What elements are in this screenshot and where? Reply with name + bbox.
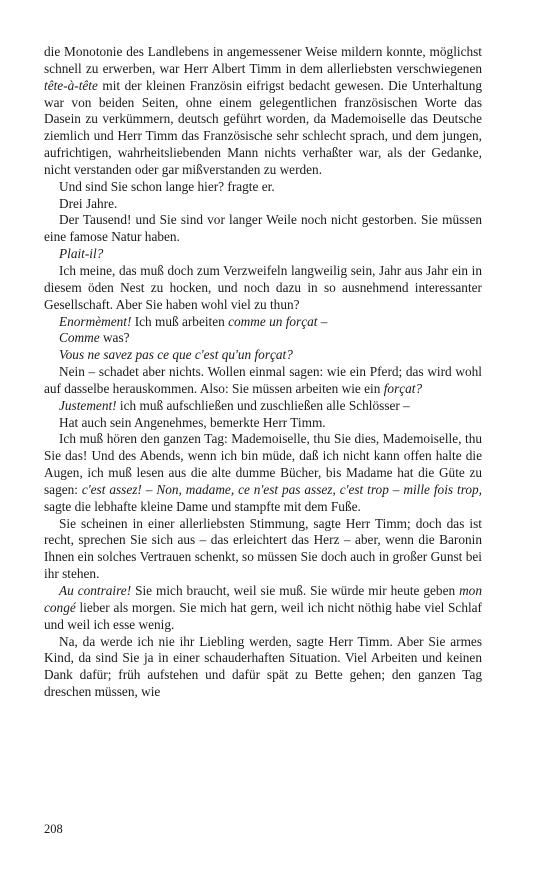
text-run: Sie scheinen in einer allerliebsten Stimmung, sagte Herr Timm; doch das ist recht, sprechen Sie sich aus – das erleichtert das Herz – aber, wenn die Baronin Ihnen ein solches Vertrauen schenkt, so müssen Sie doch auch in großer Gunst bei ihr stehen. <box>44 515 482 582</box>
text-run: Na, da werde ich nie ihr Liebling werden, sagte Herr Timm. Aber Sie armes Kind, da sind Sie ja in einer schauderhaften Situation. Viel Arbeiten und keinen Dank dafür; früh aufstehen und dafür spät zu Bette gehen; den ganzen Tag dreschen müssen, wie <box>44 633 482 700</box>
italic-text: Justement! <box>59 397 117 413</box>
paragraph <box>44 364 482 398</box>
paragraph <box>44 347 482 364</box>
italic-text: c'est assez! – Non, madame, ce n'est pas assez, c'est trop – mille fois trop, <box>81 481 482 497</box>
paragraph <box>44 431 482 515</box>
paragraph <box>44 516 482 583</box>
paragraph <box>44 330 482 347</box>
page-body <box>44 44 482 701</box>
page-number: 208 <box>44 822 63 836</box>
text-run: was? <box>99 330 130 346</box>
paragraph <box>44 246 482 263</box>
text-run: Ich meine, das muß doch zum Verzweifeln langweilig sein, Jahr aus Jahr ein in diesem öden Nest zu hocken, und noch dazu in so ausnehmend interessanter Gesellschaft. Aber Sie haben wohl viel zu thun? <box>44 262 482 312</box>
paragraph <box>44 196 482 213</box>
text-run: Der Tausend! und Sie sind vor langer Weile noch nicht gestorben. Sie müssen eine famose Natur haben. <box>44 212 482 245</box>
text-run: Ich muß arbeiten <box>131 313 229 329</box>
paragraph <box>44 44 482 179</box>
text-run: sagte die lebhafte kleine Dame und stampfte mit dem Fuße. <box>44 498 361 514</box>
paragraph <box>44 398 482 415</box>
italic-text: Comme <box>59 330 100 346</box>
text-run: Drei Jahre. <box>59 195 118 211</box>
paragraph <box>44 179 482 196</box>
paragraph <box>44 263 482 314</box>
paragraph <box>44 634 482 701</box>
italic-text: Plait-il? <box>59 246 104 262</box>
italic-text: tête-à-tête <box>44 77 98 93</box>
paragraph <box>44 415 482 432</box>
text-run: Und sind Sie schon lange hier? fragte er. <box>59 178 275 194</box>
text-run: Ich muß hören den ganzen Tag: Mademoiselle, thu Sie dies, Mademoiselle, thu Sie das! Und des Abends, wenn ich bin müde, daß ich nicht kann offen halte die Augen, ich muß lesen aus die alte dumme Bücher, bis Madame hat die Güte zu sagen: <box>44 431 482 497</box>
italic-text: Au contraire! <box>59 583 132 598</box>
text-run: – <box>317 313 328 329</box>
text-run: Hat auch sein Angenehmes, bemerkte Herr Timm. <box>59 414 326 430</box>
paragraph <box>44 583 482 634</box>
text-run: lieber als morgen. Sie mich hat gern, weil ich nicht nöthig habe viel Schlaf und weil ich esse wenig. <box>44 599 482 632</box>
text-run: Sie mich braucht, weil sie muß. Sie würde mir heute geben <box>131 583 460 598</box>
text-run: mit der kleinen Französin eifrigst bedacht gewesen. Die Unterhaltung war von beiden Seiten, ohne einem gelegentlichen französischen Worte das Dasein zu verkümmern, deutsch geführt worden, da Mademoiselle das Deutsche ziemlich und Herr Timm das Französische sehr schlecht sprach, und dem jungen, aufrichtigen, wahrheitsliebenden Mann nichts verhaßter war, als der Gedanke, nicht verstanden oder gar mißverstanden zu werden. <box>44 77 482 177</box>
italic-text: mon congé <box>44 583 482 615</box>
paragraph <box>44 314 482 331</box>
italic-text: Vous ne savez pas ce que c'est qu'un forçat? <box>59 347 293 363</box>
paragraph <box>44 212 482 246</box>
italic-text: Enormèment! <box>59 313 132 329</box>
italic-text: forçat? <box>383 380 423 396</box>
italic-text: comme un forçat <box>228 313 318 329</box>
text-run: ich muß aufschließen und zuschließen alle Schlösser – <box>116 397 410 413</box>
text-run: Nein – schadet aber nichts. Wollen einmal sagen: wie ein Pferd; das wird wohl auf dasselbe herauskommen. Also: Sie müssen arbeiten wie ein <box>44 364 482 396</box>
text-run: die Monotonie des Landlebens in angemessener Weise mildern konnte, möglichst schnell zu erwerben, war Herr Albert Timm in dem allerliebsten verschwiegenen <box>44 44 482 76</box>
